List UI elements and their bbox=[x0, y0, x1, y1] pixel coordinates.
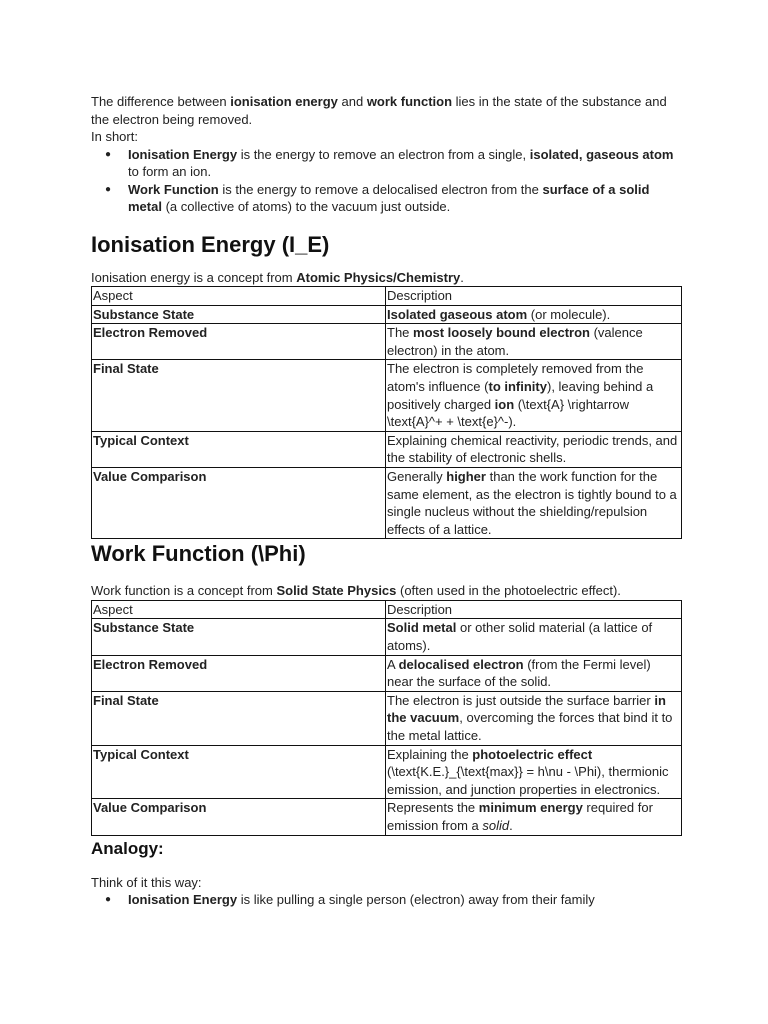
header-cell-aspect: Aspect bbox=[92, 287, 386, 306]
bold-term: to infinity bbox=[488, 378, 547, 394]
description-cell bbox=[386, 305, 682, 324]
description-cell bbox=[386, 691, 682, 745]
table-row bbox=[92, 619, 682, 655]
bold-term: isolated, gaseous atom bbox=[529, 146, 674, 162]
text-run: ), leaving behind a positively charged bbox=[387, 378, 654, 412]
description-cell bbox=[386, 745, 682, 799]
text-run: to form an ion. bbox=[128, 164, 212, 179]
table-header-row bbox=[92, 287, 682, 306]
aspect-cell: Final State bbox=[92, 360, 386, 431]
work-function-heading: Work Function (\Phi) bbox=[91, 541, 306, 567]
aspect-cell: Electron Removed bbox=[92, 324, 386, 360]
text-run: (often used in the photoelectric effect). bbox=[396, 583, 621, 599]
header-cell-aspect: Aspect bbox=[92, 600, 386, 619]
table-row bbox=[92, 745, 682, 799]
bold-term: Ionisation Energy bbox=[128, 892, 238, 908]
bold-term: Atomic Physics/Chemistry bbox=[296, 269, 461, 285]
bold-term: minimum energy bbox=[478, 800, 583, 816]
list-item bbox=[91, 891, 681, 909]
aspect-cell: Electron Removed bbox=[92, 655, 386, 691]
text-run: or other solid material (a lattice of atoms). bbox=[387, 620, 653, 653]
ionisation-energy-intro bbox=[91, 269, 681, 287]
description-cell bbox=[386, 655, 682, 691]
text-run: The electron is just outside the surface barrier bbox=[387, 692, 655, 708]
intro-paragraph bbox=[91, 93, 681, 128]
analogy-heading: Analogy: bbox=[91, 838, 164, 858]
bold-term: photoelectric effect bbox=[472, 746, 593, 762]
aspect-cell: Substance State bbox=[92, 305, 386, 324]
work-function-table bbox=[91, 600, 682, 836]
aspect-cell: Typical Context bbox=[92, 745, 386, 799]
table-header-row bbox=[92, 600, 682, 619]
table-row bbox=[92, 799, 682, 835]
list-item bbox=[91, 181, 681, 216]
text-run: (valence electron) in the atom. bbox=[387, 325, 643, 358]
description-cell bbox=[386, 360, 682, 431]
text-run: Explaining chemical reactivity, periodic trends, and the stability of electronic shells. bbox=[387, 432, 678, 466]
bold-term: in the vacuum bbox=[387, 692, 666, 726]
italic-term: solid bbox=[482, 817, 510, 833]
table-row bbox=[92, 467, 682, 538]
header-cell-description: Description bbox=[386, 600, 682, 619]
text-run: is the energy to remove an electron from a single, bbox=[237, 146, 530, 162]
text-run: (a collective of atoms) to the vacuum just outside. bbox=[161, 199, 451, 214]
bold-term: ion bbox=[494, 396, 515, 412]
text-run: (from the Fermi level) near the surface of the solid. bbox=[387, 656, 651, 690]
table-row bbox=[92, 691, 682, 745]
bold-term: work function bbox=[366, 94, 453, 109]
bold-term: ionisation energy bbox=[230, 94, 338, 109]
text-run: is the energy to remove a delocalised electron from the bbox=[218, 181, 543, 197]
aspect-cell: Value Comparison bbox=[92, 799, 386, 835]
description-cell bbox=[386, 467, 682, 538]
text-run: required for emission from a bbox=[387, 800, 653, 833]
header-cell-description: Description bbox=[386, 287, 682, 306]
description-cell bbox=[386, 619, 682, 655]
description-cell bbox=[386, 324, 682, 360]
text-run: The difference between bbox=[91, 94, 231, 109]
table-row bbox=[92, 324, 682, 360]
text-run: (or molecule). bbox=[527, 306, 611, 322]
text-run: Explaining the bbox=[387, 746, 473, 762]
list-item bbox=[91, 146, 681, 181]
table-row bbox=[92, 655, 682, 691]
description-cell bbox=[386, 799, 682, 835]
ionisation-energy-heading: Ionisation Energy (I_E) bbox=[91, 231, 330, 257]
text-run: is like pulling a single person (electron) away from their family bbox=[237, 892, 595, 908]
text-run: Generally bbox=[387, 468, 447, 484]
in-short-label: In short: bbox=[91, 129, 138, 144]
bold-term: Work Function bbox=[128, 181, 219, 197]
text-run: Work function is a concept from bbox=[91, 583, 277, 599]
bold-term: Solid metal bbox=[387, 620, 457, 636]
text-run: Ionisation energy is a concept from bbox=[91, 269, 297, 285]
bold-term: surface of a solid metal bbox=[128, 181, 650, 214]
bold-term: Ionisation Energy bbox=[128, 146, 238, 162]
text-run: lies in the state of the substance and the electron being removed. bbox=[91, 94, 667, 127]
bold-term: delocalised electron bbox=[398, 656, 524, 672]
text-run: (\text{K.E.}_{\text{max}} = h\nu - \Phi), thermionic emission, and junction properties in electronics. bbox=[387, 764, 669, 797]
table-row bbox=[92, 431, 682, 467]
bold-term: most loosely bound electron bbox=[413, 325, 590, 341]
bold-term: higher bbox=[446, 468, 486, 484]
bold-term: Isolated gaseous atom bbox=[387, 306, 528, 322]
text-run: and bbox=[337, 94, 367, 109]
analogy-list bbox=[91, 891, 681, 909]
work-function-intro bbox=[91, 582, 681, 600]
aspect-cell: Substance State bbox=[92, 619, 386, 655]
description-cell bbox=[386, 431, 682, 467]
text-run: than the work function for the same element, as the electron is tightly bound to a single nucleus without the shielding/repulsion effects of a lattice. bbox=[387, 468, 677, 537]
document-page bbox=[91, 93, 681, 909]
text-run: The electron is completely removed from the atom's influence ( bbox=[387, 361, 644, 394]
ionisation-energy-table bbox=[91, 286, 682, 539]
table-row bbox=[92, 360, 682, 431]
text-run: . bbox=[460, 269, 464, 285]
aspect-cell: Value Comparison bbox=[92, 467, 386, 538]
aspect-cell: Final State bbox=[92, 691, 386, 745]
analogy-intro: Think of it this way: bbox=[91, 874, 202, 890]
text-run: Represents the bbox=[387, 800, 479, 816]
text-run: . bbox=[509, 817, 513, 833]
text-run: A bbox=[387, 656, 399, 672]
text-run: (\text{A} \rightarrow \text{A}^+ + \text{e}^-). bbox=[387, 396, 630, 430]
text-run: The bbox=[387, 325, 414, 341]
aspect-cell: Typical Context bbox=[92, 431, 386, 467]
table-row bbox=[92, 305, 682, 324]
summary-list bbox=[91, 146, 681, 216]
text-run: , overcoming the forces that bind it to the metal lattice. bbox=[387, 710, 673, 743]
bold-term: Solid State Physics bbox=[276, 583, 397, 599]
